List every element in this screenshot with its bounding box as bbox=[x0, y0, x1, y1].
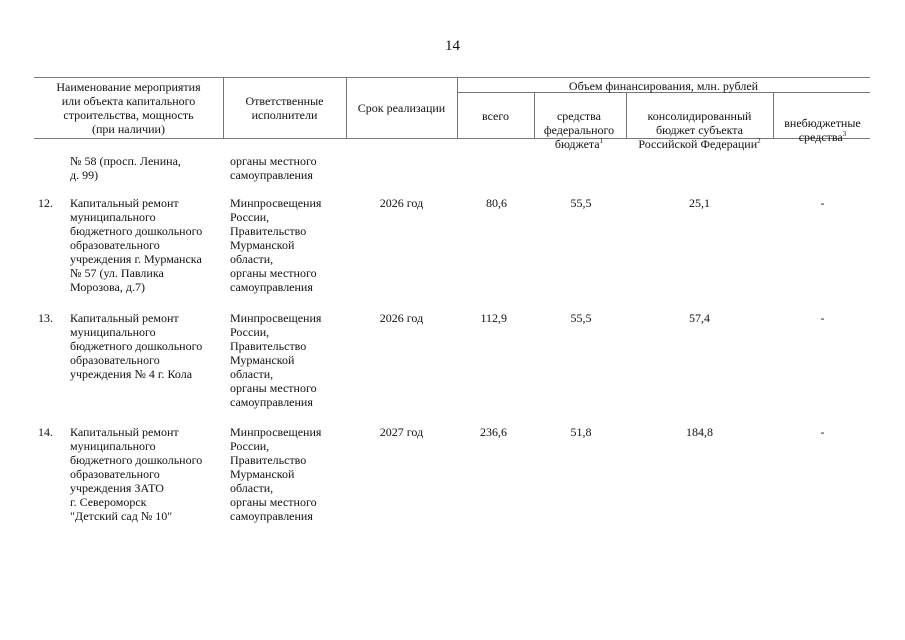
header-regional-footnote: 2 bbox=[757, 137, 761, 145]
header-federal-footnote: 1 bbox=[599, 137, 604, 145]
continuation-executors: органы местного самоуправления bbox=[230, 154, 317, 182]
header-divider-4 bbox=[534, 93, 535, 138]
row-14-extrabudget: - bbox=[820, 425, 825, 439]
header-total: всего bbox=[481, 109, 510, 123]
header-extrabudget-label: внебюджетные средства bbox=[784, 116, 861, 144]
row-13-period: 2026 год bbox=[379, 311, 424, 325]
row-13-extrabudget: - bbox=[820, 311, 825, 325]
header-name: Наименование мероприятия или объекта капитального строительства, мощность (при наличии) bbox=[56, 80, 201, 136]
row-14-period: 2027 год bbox=[379, 425, 424, 439]
header-divider-5 bbox=[626, 93, 627, 138]
row-14-name: Капитальный ремонт муниципального бюджетного дошкольного образовательного учреждения ЗАТО г. Североморск "Детский сад № 10" bbox=[70, 425, 203, 523]
row-13-name: Капитальный ремонт муниципального бюджетного дошкольного образовательного учреждения № 4 г. Кола bbox=[70, 311, 203, 381]
row-14-number: 14. bbox=[38, 425, 53, 439]
header-funding-group: Объем финансирования, млн. рублей bbox=[568, 79, 759, 93]
row-14-executors: Минпросвещения России, Правительство Мурманской области, органы местного самоуправления bbox=[230, 425, 322, 523]
row-12-name: Капитальный ремонт муниципального бюджетного дошкольного образовательного учреждения г. Мурманска № 57 (ул. Павлика Морозова, д.7) bbox=[70, 196, 203, 294]
row-13-executors: Минпросвещения России, Правительство Мурманской области, органы местного самоуправления bbox=[230, 311, 322, 409]
header-regional-label: консолидированный бюджет субъекта Российской Федерации bbox=[638, 109, 758, 151]
header-divider-2 bbox=[346, 77, 347, 138]
row-13-regional: 57,4 bbox=[689, 311, 710, 325]
header-top-rule bbox=[34, 77, 870, 78]
header-federal bbox=[536, 95, 622, 151]
row-12-extrabudget: - bbox=[820, 196, 825, 210]
row-13-number: 13. bbox=[38, 311, 53, 325]
header-divider-6 bbox=[773, 93, 774, 138]
row-12-total: 80,6 bbox=[486, 196, 507, 210]
header-extrabudget-footnote: 3 bbox=[842, 130, 847, 138]
row-13-total: 112,9 bbox=[480, 311, 507, 325]
page-number: 14 bbox=[445, 38, 460, 54]
row-12-number: 12. bbox=[38, 196, 53, 210]
row-12-regional: 25,1 bbox=[689, 196, 710, 210]
header-executors: Ответственные исполнители bbox=[245, 94, 324, 122]
row-14-total: 236,6 bbox=[480, 425, 507, 439]
row-14-regional: 184,8 bbox=[686, 425, 713, 439]
header-period: Срок реализации bbox=[357, 101, 446, 115]
row-14-federal: 51,8 bbox=[570, 425, 592, 439]
header-divider-1 bbox=[223, 77, 224, 138]
row-12-period: 2026 год bbox=[379, 196, 424, 210]
header-extrabudget bbox=[775, 102, 870, 144]
row-12-executors: Минпросвещения России, Правительство Мурманской области, органы местного самоуправления bbox=[230, 196, 322, 294]
row-13-federal: 55,5 bbox=[570, 311, 592, 325]
row-12-federal: 55,5 bbox=[570, 196, 592, 210]
header-federal-label: средства федерального бюджета bbox=[543, 109, 615, 151]
header-regional bbox=[628, 95, 771, 151]
continuation-name: № 58 (просп. Ленина, д. 99) bbox=[70, 154, 181, 182]
header-divider-3 bbox=[457, 77, 458, 138]
